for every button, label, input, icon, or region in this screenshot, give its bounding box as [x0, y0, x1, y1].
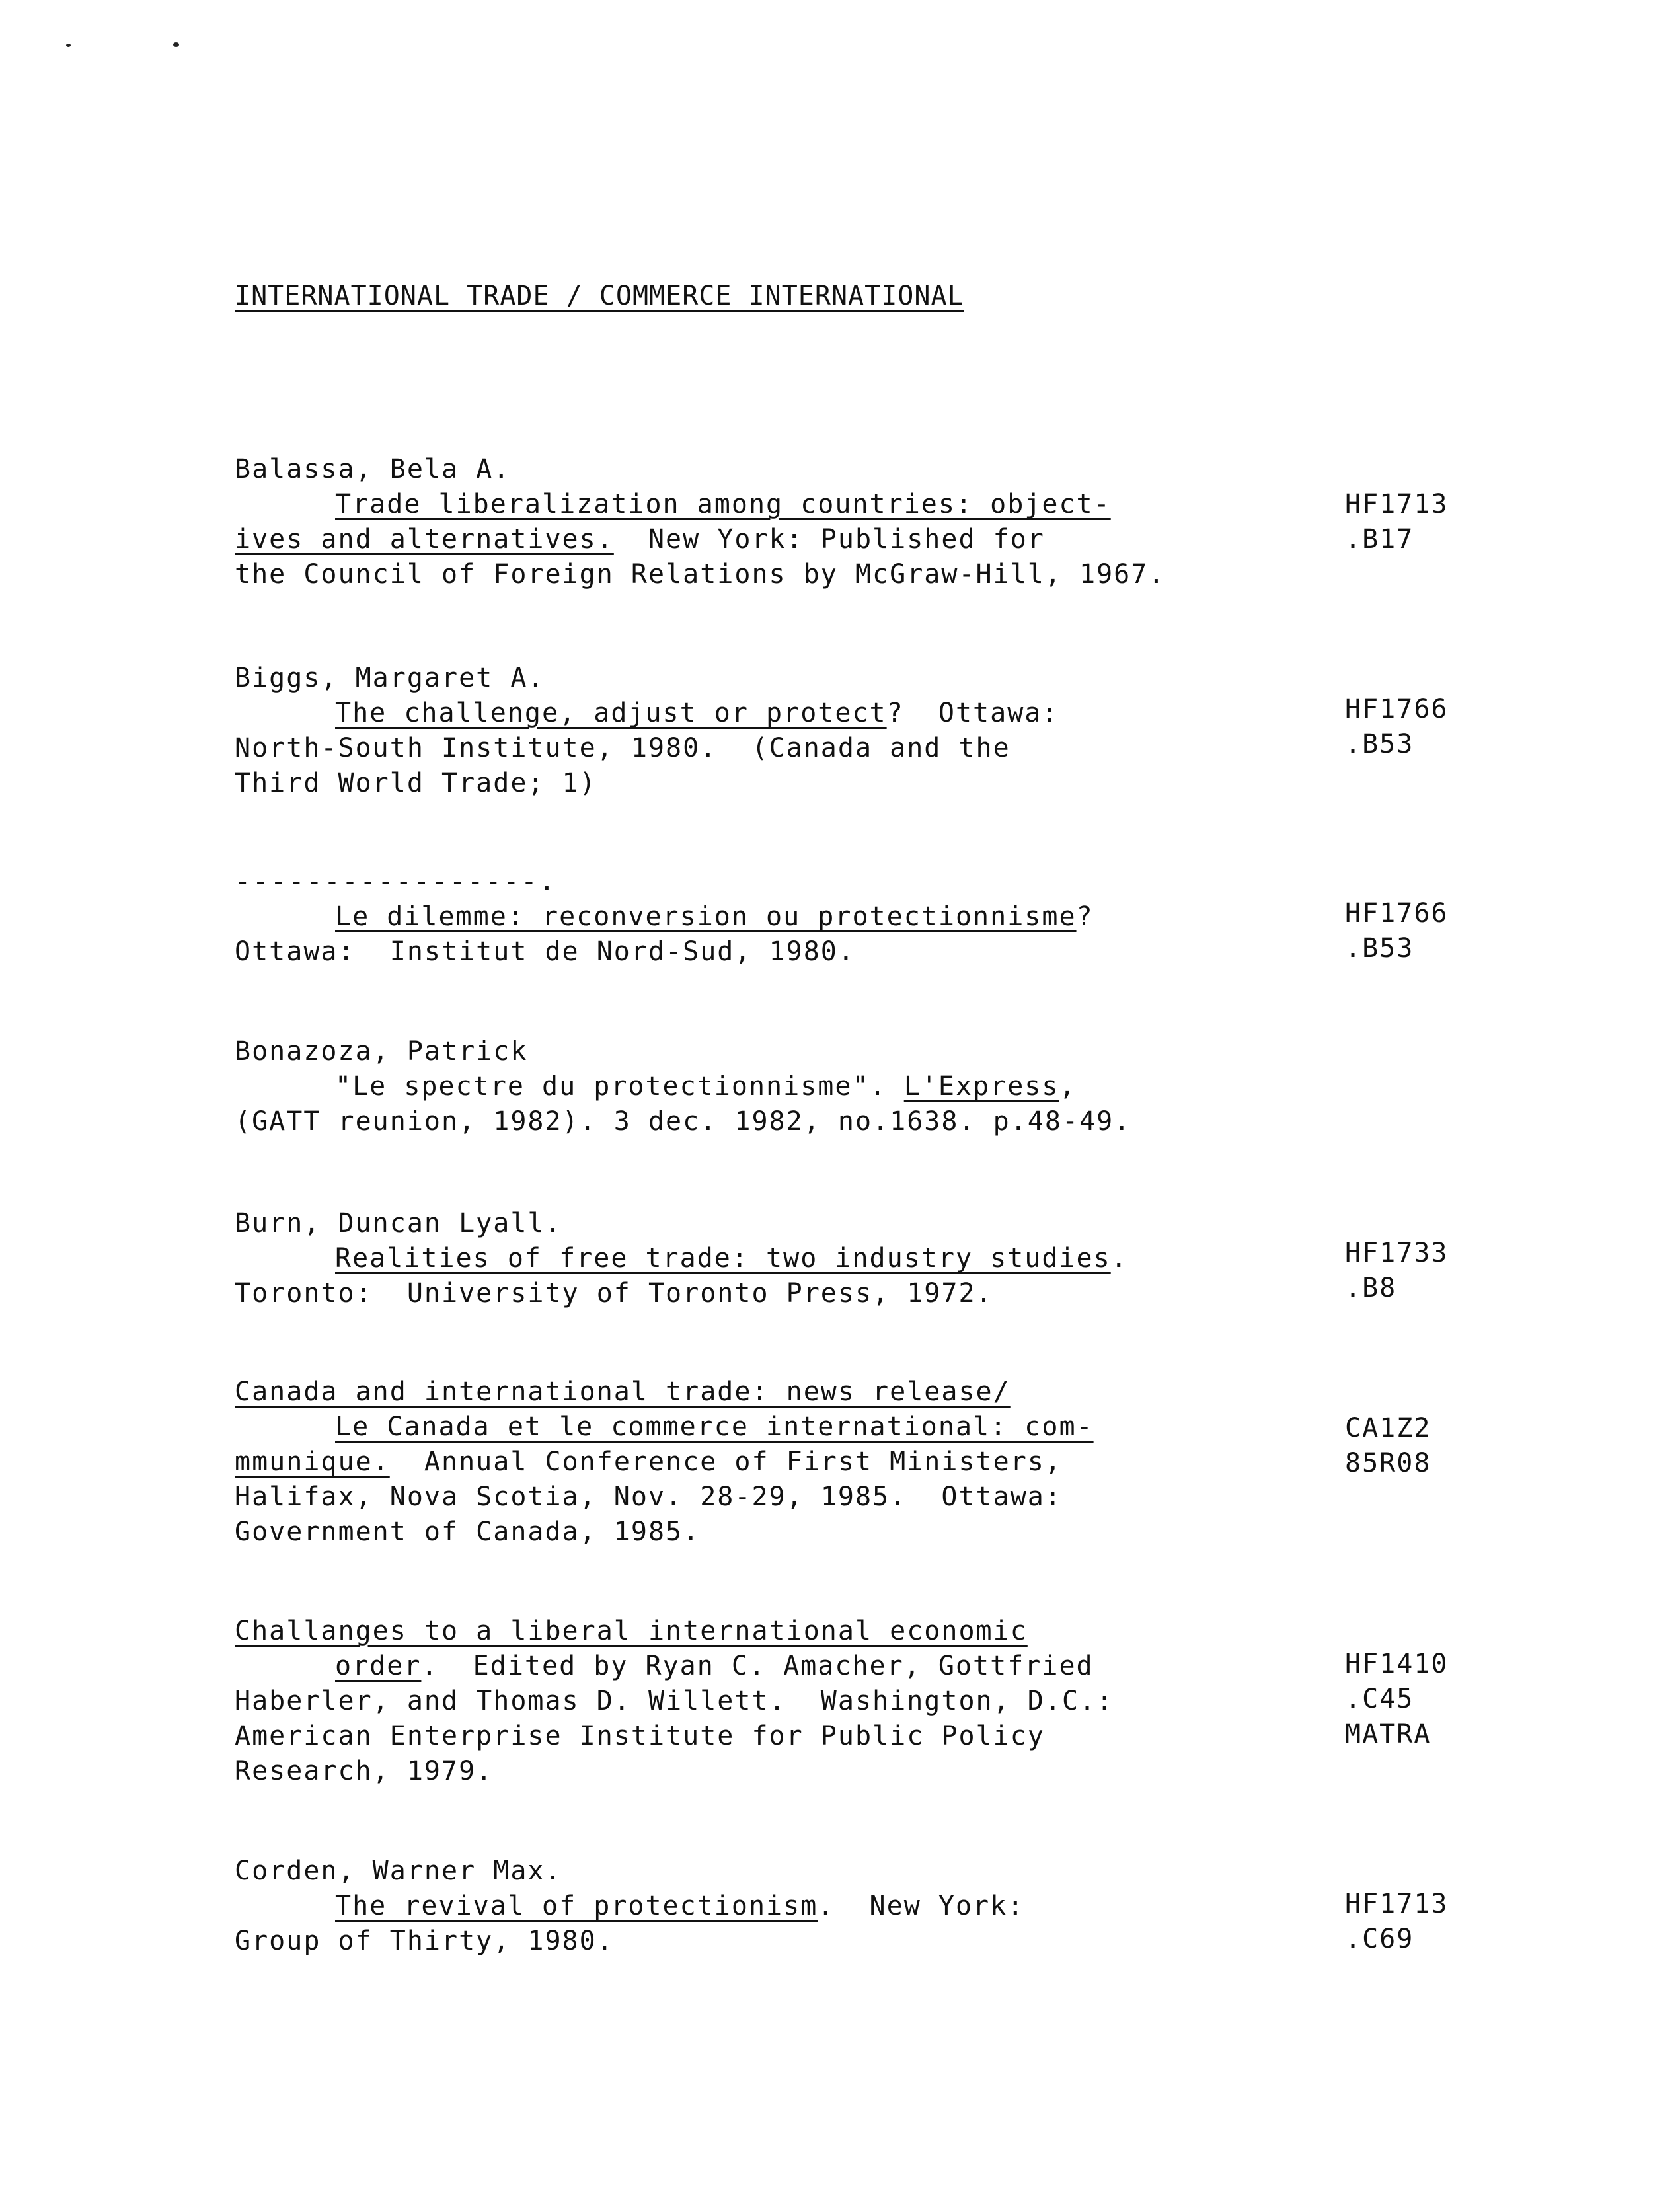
- call-number-line: .C69: [1345, 1924, 1414, 1954]
- call-number-line: .C45: [1345, 1684, 1414, 1714]
- scan-speck: [173, 42, 179, 47]
- scan-speck: [66, 44, 71, 47]
- entry-text: .: [1110, 1243, 1128, 1273]
- call-number-line: .B53: [1345, 933, 1414, 964]
- call-number: [1345, 1887, 1449, 1957]
- entry-line: Group of Thirty, 1980.: [235, 1926, 614, 1956]
- entry-line: Haberler, and Thomas D. Willett. Washington, D.C.:: [235, 1686, 1114, 1716]
- call-number-line: .B8: [1345, 1273, 1397, 1303]
- call-number-line: 85R08: [1345, 1448, 1432, 1478]
- entry-author: Balassa, Bela A.: [235, 454, 511, 484]
- entry-title: Challanges to a liberal international economic: [235, 1616, 1028, 1646]
- entry-author: -----------------.: [235, 866, 557, 897]
- entry-text: Annual Conference of First Ministers,: [389, 1447, 1062, 1477]
- entry-title: Le Canada et le commerce international: com-: [335, 1412, 1094, 1442]
- entry-text: ,: [1059, 1071, 1077, 1102]
- entry-title: mmunique.: [235, 1447, 390, 1477]
- entry-title: The challenge, adjust or protect: [335, 698, 887, 728]
- entry-title: Le dilemme: reconversion ou protectionnisme: [335, 901, 1077, 932]
- entry-title: The revival of protectionism: [335, 1891, 818, 1921]
- entry-line: [235, 1614, 1623, 1649]
- entry-text: "Le spectre du protectionnisme".: [335, 1071, 904, 1102]
- call-number: [1345, 896, 1449, 966]
- entry-line: Research, 1979.: [235, 1756, 494, 1786]
- call-number-line: MATRA: [1345, 1719, 1432, 1749]
- entry-line: [235, 1069, 1623, 1104]
- entry-author: Bonazoza, Patrick: [235, 1036, 528, 1067]
- entry-line: Toronto: University of Toronto Press, 1972.: [235, 1278, 993, 1309]
- entry-line: (GATT reunion, 1982). 3 dec. 1982, no.1638. p.48-49.: [235, 1106, 1131, 1137]
- entry-line: Ottawa: Institut de Nord-Sud, 1980.: [235, 936, 855, 967]
- entry-author: Corden, Warner Max.: [235, 1856, 562, 1886]
- entry-line: American Enterprise Institute for Public Policy: [235, 1721, 1045, 1751]
- entry-title: Trade liberalization among countries: object-: [335, 489, 1111, 519]
- entry-text: ? Ottawa:: [886, 698, 1059, 728]
- call-number: [1345, 1411, 1431, 1481]
- entry-line: [235, 1375, 1623, 1410]
- entry-text: . New York:: [818, 1891, 1025, 1921]
- entry-title: Canada and international trade: news release/: [235, 1377, 1011, 1407]
- call-number-line: HF1713: [1345, 489, 1449, 519]
- entry-author: Biggs, Margaret A.: [235, 663, 545, 693]
- call-number-line: HF1766: [1345, 694, 1449, 724]
- call-number-line: CA1Z2: [1345, 1413, 1432, 1443]
- entry-line: Government of Canada, 1985.: [235, 1517, 701, 1547]
- call-number-line: .B17: [1345, 524, 1414, 554]
- call-number: [1345, 1236, 1449, 1306]
- call-number-line: .B53: [1345, 729, 1414, 759]
- entry-line: the Council of Foreign Relations by McGraw-Hill, 1967.: [235, 559, 1166, 589]
- entry-text: New York: Published for: [613, 524, 1045, 554]
- entry-text: ?: [1076, 901, 1094, 932]
- call-number-line: HF1713: [1345, 1889, 1449, 1919]
- entry-line: North-South Institute, 1980. (Canada and the: [235, 733, 1011, 763]
- entry-line: Halifax, Nova Scotia, Nov. 28-29, 1985. Ottawa:: [235, 1482, 1062, 1512]
- entry-line: Third World Trade; 1): [235, 768, 597, 798]
- call-number: [1345, 692, 1449, 762]
- entry-title: ives and alternatives.: [235, 524, 614, 554]
- entry-text: . Edited by Ryan C. Amacher, Gottfried: [421, 1651, 1094, 1681]
- entry-author: Burn, Duncan Lyall.: [235, 1208, 562, 1238]
- call-number: [1345, 487, 1449, 557]
- page-title: INTERNATIONAL TRADE / COMMERCE INTERNATIONAL: [235, 281, 964, 311]
- entry-title: order: [335, 1651, 422, 1681]
- entry-title: Realities of free trade: two industry studies: [335, 1243, 1111, 1273]
- call-number: [1345, 1647, 1449, 1752]
- call-number-line: HF1410: [1345, 1649, 1449, 1679]
- call-number-line: HF1766: [1345, 898, 1449, 929]
- bibliography-entry: [235, 1034, 1623, 1139]
- entry-title: L'Express: [903, 1071, 1059, 1102]
- call-number-line: HF1733: [1345, 1238, 1449, 1268]
